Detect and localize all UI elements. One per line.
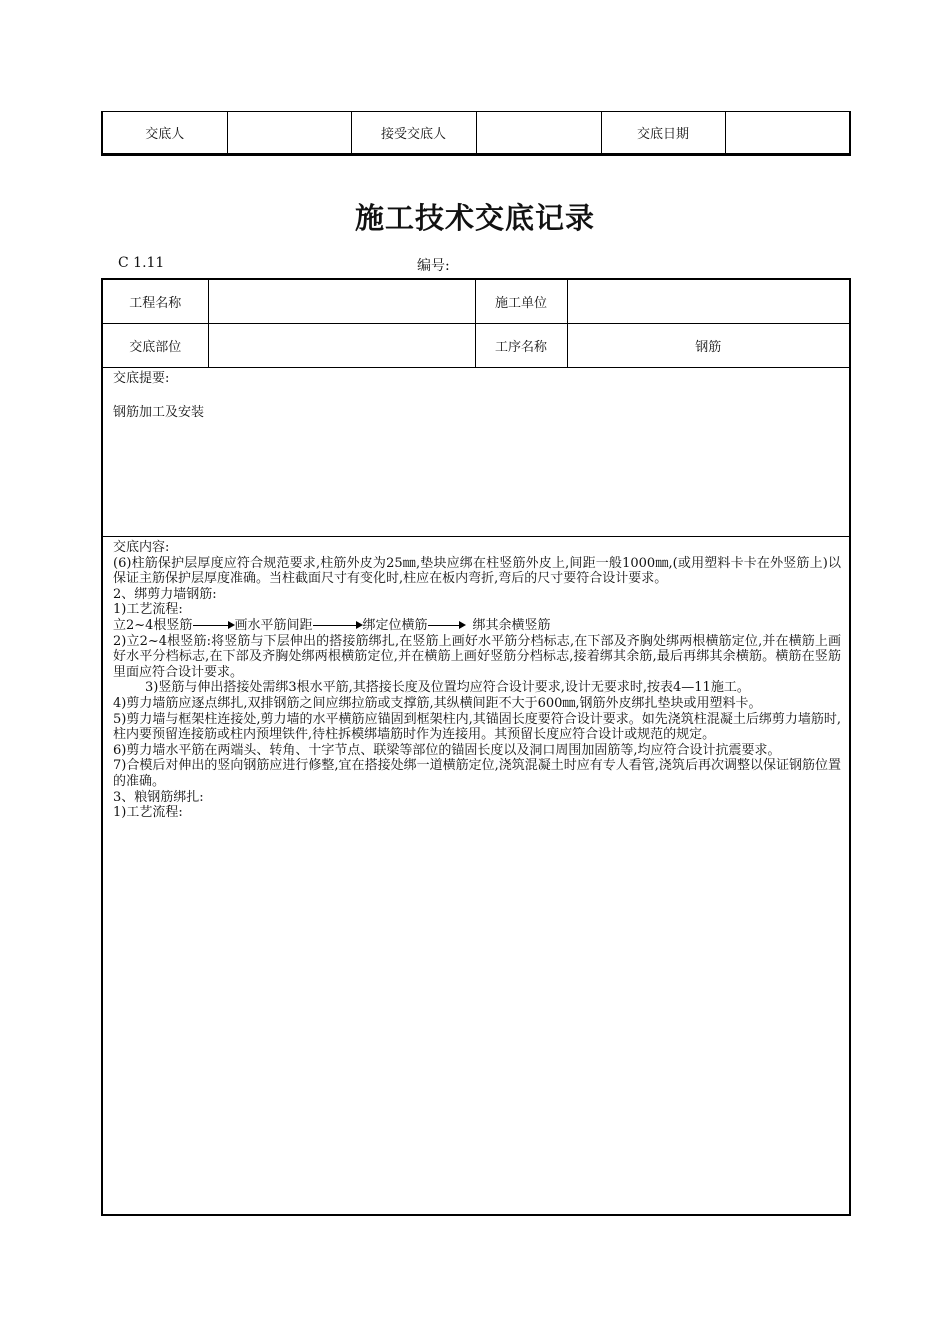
content-paragraph: 3)竖筋与伸出搭接处需绑3根水平筋,其搭接长度及位置均应符合设计要求,设计无要求时,按表4—11施工。 bbox=[145, 680, 750, 696]
content-label: 交底内容: bbox=[113, 540, 170, 555]
content-paragraph: 1)工艺流程: bbox=[113, 805, 183, 821]
presenter-label: 交底人 bbox=[145, 127, 185, 142]
flow-step: 立2~4根竖筋 bbox=[113, 617, 193, 633]
content-paragraph: 1)工艺流程: bbox=[113, 602, 183, 618]
arrow-right-icon bbox=[428, 625, 464, 626]
summary-section bbox=[102, 368, 850, 537]
process-flow bbox=[113, 618, 841, 634]
location-field[interactable] bbox=[208, 324, 475, 368]
contractor-label: 施工单位 bbox=[475, 279, 567, 324]
content-paragraph: 6)剪力墙水平筋在两端头、转角、十字节点、联梁等部位的锚固长度以及洞口周围加固筋等,均应符合设计抗震要求。 bbox=[113, 742, 781, 758]
arrow-right-icon bbox=[313, 625, 361, 626]
document-title: 施工技术交底记录 bbox=[354, 201, 595, 235]
signature-table bbox=[101, 111, 851, 156]
content-paragraph: 2)立2~4根竖筋:将竖筋与下层伸出的搭接筋绑扎,在竖筋上画好水平筋分档标志,在下部及齐胸处绑两根横筋定位,并在横筋上画好水平分档标志,在下部及齐胸处绑两根横筋定位,并在横筋上画好竖筋分档标志,接着绑其余筋,最后再绑其余横筋。横筋在竖筋里面应符合设计要求。 bbox=[113, 633, 841, 680]
summary-text: 钢筋加工及安装 bbox=[113, 404, 205, 420]
presenter-field[interactable] bbox=[227, 112, 351, 155]
content-paragraph: 4)剪力墙筋应逐点绑扎,双排钢筋之间应绑拉筋或支撑筋,其纵横间距不大于600㎜,钢筋外皮绑扎垫块或用塑料卡。 bbox=[113, 695, 762, 711]
flow-step: 绑其余横竖筋 bbox=[472, 617, 551, 633]
contractor-field[interactable] bbox=[567, 279, 850, 324]
content-paragraph: 2、绑剪力墙钢筋: bbox=[113, 586, 217, 602]
number-label: 编号: bbox=[417, 258, 450, 274]
project-name-field[interactable] bbox=[208, 279, 475, 324]
receiver-label: 接受交底人 bbox=[351, 112, 476, 155]
summary-label: 交底提要: bbox=[113, 371, 170, 386]
receiver-field[interactable] bbox=[476, 112, 601, 155]
process-label: 工序名称 bbox=[475, 324, 567, 368]
location-label: 交底部位 bbox=[102, 324, 208, 368]
arrow-right-icon bbox=[193, 625, 233, 626]
content-paragraph: (6)柱筋保护层厚度应符合规范要求,柱筋外皮为25㎜,垫块应绑在柱竖筋外皮上,间距一般1000㎜,(或用塑料卡卡在外竖筋上)以保证主筋保护层厚度准确。当柱截面尺寸有变化时,柱应在板内弯折,弯后的尺寸要符合设计要求。 bbox=[113, 555, 841, 587]
disclosure-form-table bbox=[101, 278, 851, 1216]
project-name-label: 工程名称 bbox=[102, 279, 208, 324]
flow-step: 画水平筋间距 bbox=[234, 617, 313, 633]
date-field[interactable] bbox=[725, 112, 850, 155]
content-paragraph: 3、粮钢筋绑扎: bbox=[113, 789, 204, 805]
date-label: 交底日期 bbox=[601, 112, 725, 155]
content-section bbox=[102, 537, 850, 1216]
process-field[interactable]: 钢筋 bbox=[567, 324, 850, 368]
content-paragraph: 5)剪力墙与框架柱连接处,剪力墙的水平横筋应锚固到框架柱内,其锚固长度要符合设计要求。如先浇筑柱混凝土后绑剪力墙筋时,柱内要预留连接筋或柱内预埋铁件,待柱拆模绑墙筋时作为连接用。其预留长度应符合设计或规范的规定。 bbox=[113, 711, 841, 743]
content-paragraph: 7)合模后对伸出的竖向钢筋应进行修整,宜在搭接处绑一道横筋定位,浇筑混凝土时应有专人看管,浇筑后再次调整以保证钢筋位置的准确。 bbox=[113, 758, 841, 789]
form-code: C 1.11 bbox=[118, 255, 165, 271]
flow-step: 绑定位横筋 bbox=[362, 617, 428, 633]
